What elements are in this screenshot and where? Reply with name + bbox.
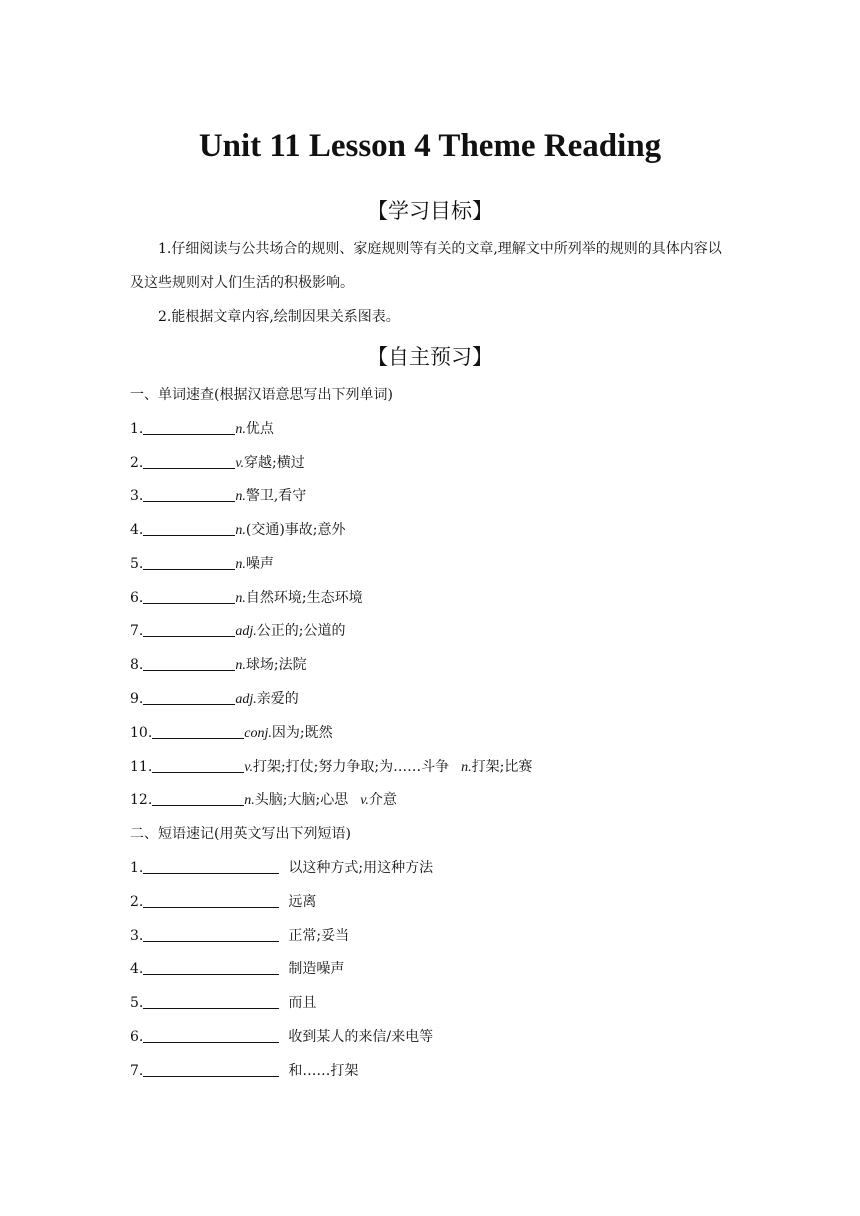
answer-blank[interactable] [143, 859, 279, 874]
answer-blank[interactable] [143, 521, 235, 536]
word-item: 4. n.(交通)事故;意外 [130, 522, 346, 538]
answer-blank[interactable] [143, 454, 235, 469]
answer-blank[interactable] [143, 994, 279, 1009]
word-item: 1. n.优点 [130, 421, 274, 437]
objectives-heading: 【学习目标】 [367, 199, 493, 223]
phrase-item: 6. 收到某人的来信/来电等 [130, 1029, 434, 1045]
word-item: 10. conj.因为;既然 [130, 725, 333, 741]
answer-blank[interactable] [143, 589, 235, 604]
phrase-item: 7. 和……打架 [130, 1063, 359, 1079]
answer-blank[interactable] [152, 758, 244, 773]
word-item: 9. adj.亲爱的 [130, 691, 299, 707]
document-title: Unit 11 Lesson 4 Theme Reading [198, 128, 662, 164]
phrase-item: 4. 制造噪声 [130, 961, 345, 977]
answer-blank[interactable] [143, 1028, 279, 1043]
phrase-item: 5. 而且 [130, 995, 317, 1011]
word-item: 2. v.穿越;横过 [130, 455, 305, 471]
word-item: 8. n.球场;法院 [130, 657, 307, 673]
answer-blank[interactable] [143, 420, 235, 435]
answer-blank[interactable] [143, 893, 279, 908]
answer-blank[interactable] [143, 960, 279, 975]
word-item: 3. n.警卫,看守 [130, 488, 307, 504]
answer-blank[interactable] [143, 1062, 279, 1077]
phrase-item: 1. 以这种方式;用这种方法 [130, 860, 434, 876]
word-item: 11. v.打架;打仗;努力争取;为……斗争 n.打架;比赛 [130, 759, 533, 775]
word-item: 6. n.自然环境;生态环境 [130, 590, 363, 606]
answer-blank[interactable] [143, 622, 235, 637]
preview-heading: 【自主预习】 [367, 345, 493, 369]
answer-blank[interactable] [143, 555, 235, 570]
objective-item-1: 1.仔细阅读与公共场合的规则、家庭规则等有关的文章,理解文中所列举的规则的具体内容以及这些规则对人们生活的积极影响。 [130, 241, 722, 291]
phrase-item: 2. 远离 [130, 894, 317, 910]
word-item: 12. n.头脑;大脑;心思 v.介意 [130, 792, 397, 808]
section2-title: 二、短语速记(用英文写出下列短语) [130, 826, 351, 842]
section1-title: 一、单词速查(根据汉语意思写出下列单词) [130, 387, 393, 403]
answer-blank[interactable] [143, 656, 235, 671]
word-item: 7. adj.公正的;公道的 [130, 623, 346, 639]
answer-blank[interactable] [143, 927, 279, 942]
word-item: 5. n.噪声 [130, 556, 274, 572]
answer-blank[interactable] [143, 690, 235, 705]
phrase-item: 3. 正常;妥当 [130, 928, 350, 944]
answer-blank[interactable] [152, 724, 244, 739]
objective-item-2: 2.能根据文章内容,绘制因果关系图表。 [158, 309, 400, 325]
answer-blank[interactable] [152, 791, 244, 806]
answer-blank[interactable] [143, 487, 235, 502]
